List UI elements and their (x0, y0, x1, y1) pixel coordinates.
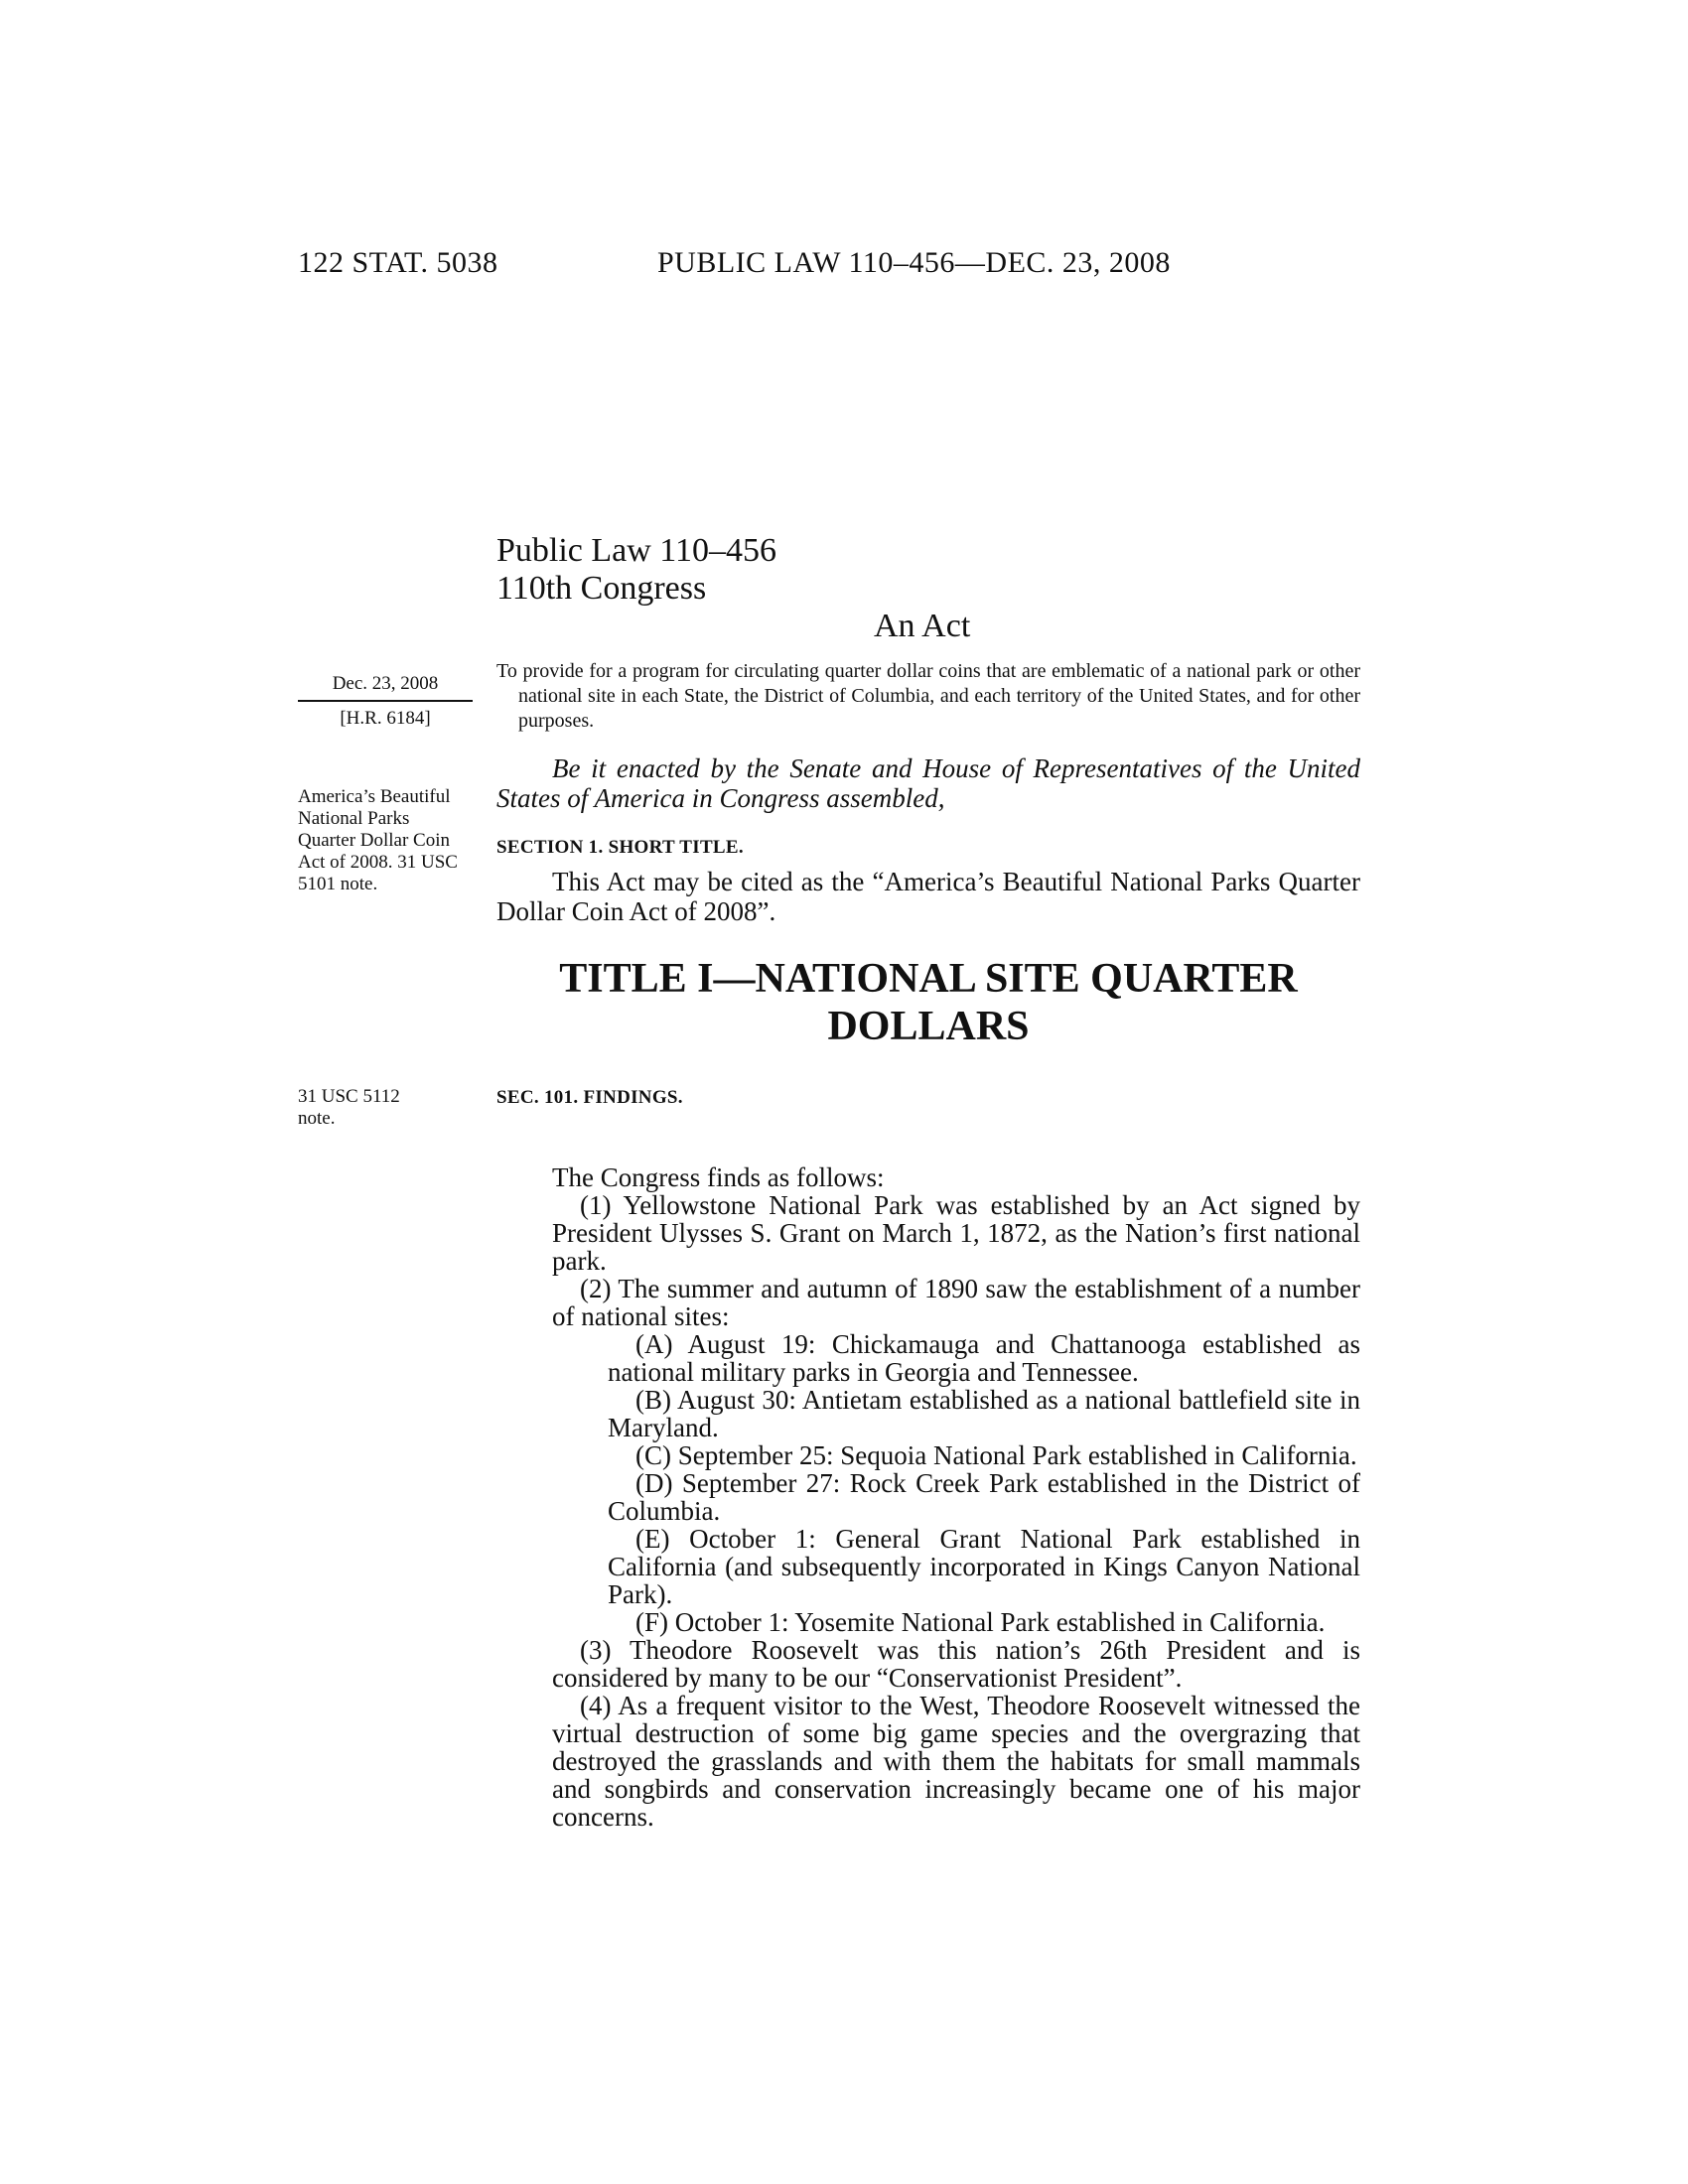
congress-number: 110th Congress (496, 570, 707, 607)
section-1-heading: SECTION 1. SHORT TITLE. (496, 837, 744, 858)
title-1-line-1: TITLE I—NATIONAL SITE QUARTER (559, 956, 1298, 1002)
section-1-body (496, 867, 1360, 926)
section-1-text: This Act may be cited as the “America’s Beautiful National Parks Quarter Dollar Coin Act of 2008”. (496, 867, 1360, 926)
running-head-law: PUBLIC LAW 110–456—DEC. 23, 2008 (657, 246, 1171, 279)
title-1-line-2: DOLLARS (827, 1004, 1030, 1049)
purpose-text: To provide for a program for circulating quarter dollar coins that are emblematic of a national park or other national site in each State, the District of Columbia, and each territory of the United States, and for other purposes. (496, 660, 1360, 732)
law-title-block (496, 532, 776, 608)
title-1-heading (496, 955, 1360, 1050)
margin-rule (298, 700, 473, 702)
margin-note-findings: 31 USC 5112 note. (298, 1086, 400, 1129)
finding-2-d: (D) September 27: Rock Creek Park established in the District of Columbia. (608, 1468, 1360, 1526)
section-101-heading: SEC. 101. FINDINGS. (496, 1087, 683, 1108)
finding-4: (4) As a frequent visitor to the West, Theodore Roosevelt witnessed the virtual destruction of some big game species and the overgrazing that destroyed the grasslands and with them the habitats for small mammals and songbirds and conservation increasingly became one of his major concerns. (552, 1691, 1360, 1832)
finding-2-e: (E) October 1: General Grant National Park established in California (and subsequently incorporated in Kings Canyon National Park). (608, 1524, 1360, 1609)
enacting-clause-text: Be it enacted by the Senate and House of Representatives of the United States of America in Congress assembled, (496, 753, 1360, 813)
finding-1: (1) Yellowstone National Park was established by an Act signed by President Ulysses S. Grant on March 1, 1872, as the Nation’s first national park. (552, 1190, 1360, 1276)
finding-2-a: (A) August 19: Chickamauga and Chattanooga established as national military parks in Georgia and Tennessee. (608, 1329, 1360, 1387)
finding-2-c: (C) September 25: Sequoia National Park established in California. (635, 1440, 1357, 1470)
enacting-clause (496, 753, 1360, 813)
margin-date: Dec. 23, 2008 (332, 673, 439, 694)
finding-2: (2) The summer and autumn of 1890 saw the establishment of a number of national sites: (552, 1274, 1360, 1331)
finding-2-f: (F) October 1: Yosemite National Park established in California. (635, 1607, 1326, 1637)
public-law-number: Public Law 110–456 (496, 532, 777, 569)
finding-2-b: (B) August 30: Antietam established as a national battlefield site in Maryland. (608, 1385, 1360, 1442)
an-act-label: An Act (874, 608, 971, 644)
margin-note-short-title: America’s Beautiful National Parks Quarter Dollar Coin Act of 2008. 31 USC 5101 note. (298, 786, 458, 894)
finding-3: (3) Theodore Roosevelt was this nation’s 26th President and is considered by many to be our “Conservationist President”. (552, 1635, 1360, 1693)
act-purpose (496, 659, 1360, 734)
findings-body (496, 1163, 1360, 1831)
margin-bill-number: [H.R. 6184] (340, 708, 431, 729)
page-stat-citation: 122 STAT. 5038 (298, 246, 498, 279)
findings-intro: The Congress finds as follows: (552, 1162, 885, 1192)
